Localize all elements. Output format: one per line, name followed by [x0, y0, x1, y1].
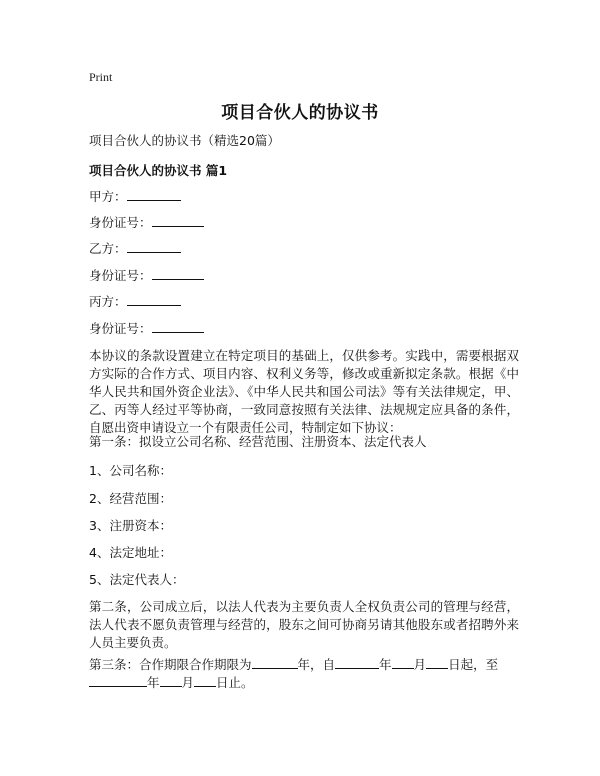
- party-a-blank: [127, 188, 181, 201]
- id1-row: [89, 214, 204, 232]
- item-2: 2、经营范围：: [89, 491, 172, 506]
- id1-blank: [152, 214, 204, 227]
- id2-blank: [152, 267, 204, 280]
- term-years-blank: [252, 656, 298, 669]
- party-c-blank: [127, 293, 181, 306]
- start-day-blank: [426, 656, 448, 669]
- article-2: 第二条，公司成立后，以法人代表为主要负责人全权负责公司的管理与经营，法人代表不愿负责管理与经营的，股东之间可协商另请其他股东或者招聘外来人员主要负责。: [89, 599, 519, 650]
- item-3: 3、注册资本：: [89, 518, 172, 533]
- article-3-year2: 年: [379, 657, 392, 672]
- start-month-blank: [392, 656, 414, 669]
- article-3-day1: 日起，至: [448, 657, 499, 672]
- section-heading: 项目合伙人的协议书 篇1: [89, 163, 228, 178]
- print-label[interactable]: Print: [89, 70, 113, 84]
- start-year-blank: [335, 656, 379, 669]
- item-1: 1、公司名称：: [89, 463, 172, 478]
- id3-row: [89, 320, 204, 338]
- party-c-row: [89, 293, 181, 311]
- article-3-line-1: [89, 656, 498, 674]
- end-year-blank: [89, 674, 147, 687]
- item-4: 4、法定地址：: [89, 545, 172, 560]
- article-3-day2: 日止。: [216, 675, 254, 690]
- article-3-month1: 月: [413, 657, 427, 672]
- intro-paragraph: 本协议的条款设置建立在特定项目的基础上，仅供参考。实践中，需要根据双方实际的合作方式、项目内容、权利义务等，修改或重新拟定条款。根据《中华人民共和国外资企业法》、《中华人民共和国公司法》等有关法律规定，甲、乙、丙等人经过平等协商，一致同意按照有关法律、法规规定应具备的条件，自愿出资申请设立一个有限责任公司，特制定如下协议：: [89, 348, 519, 435]
- party-b-row: [89, 240, 181, 258]
- item-5: 5、法定代表人：: [89, 572, 185, 587]
- article-3-year3: 年: [147, 675, 160, 690]
- end-day-blank: [194, 674, 216, 687]
- party-c-label: 丙方：: [89, 294, 127, 309]
- id2-label: 身份证号：: [89, 268, 152, 283]
- article-3-month2: 月: [181, 675, 195, 690]
- id3-label: 身份证号：: [89, 321, 152, 336]
- article-3-prefix: 第三条：合作期限合作期限为: [89, 657, 252, 672]
- party-a-label: 甲方：: [89, 189, 127, 204]
- end-month-blank: [160, 674, 182, 687]
- id3-blank: [152, 320, 204, 333]
- article-3-line-2: [89, 674, 254, 692]
- party-a-row: [89, 188, 181, 206]
- document-subtitle: 项目合伙人的协议书（精选20篇）: [89, 133, 280, 148]
- article-1: 第一条：拟设立公司名称、经营范围、注册资本、法定代表人: [89, 434, 427, 449]
- article-3-year1: 年，自: [297, 657, 336, 672]
- id1-label: 身份证号：: [89, 215, 152, 230]
- party-b-blank: [127, 240, 181, 253]
- party-b-label: 乙方：: [89, 241, 127, 256]
- id2-row: [89, 267, 204, 285]
- document-title: 项目合伙人的协议书: [221, 103, 379, 123]
